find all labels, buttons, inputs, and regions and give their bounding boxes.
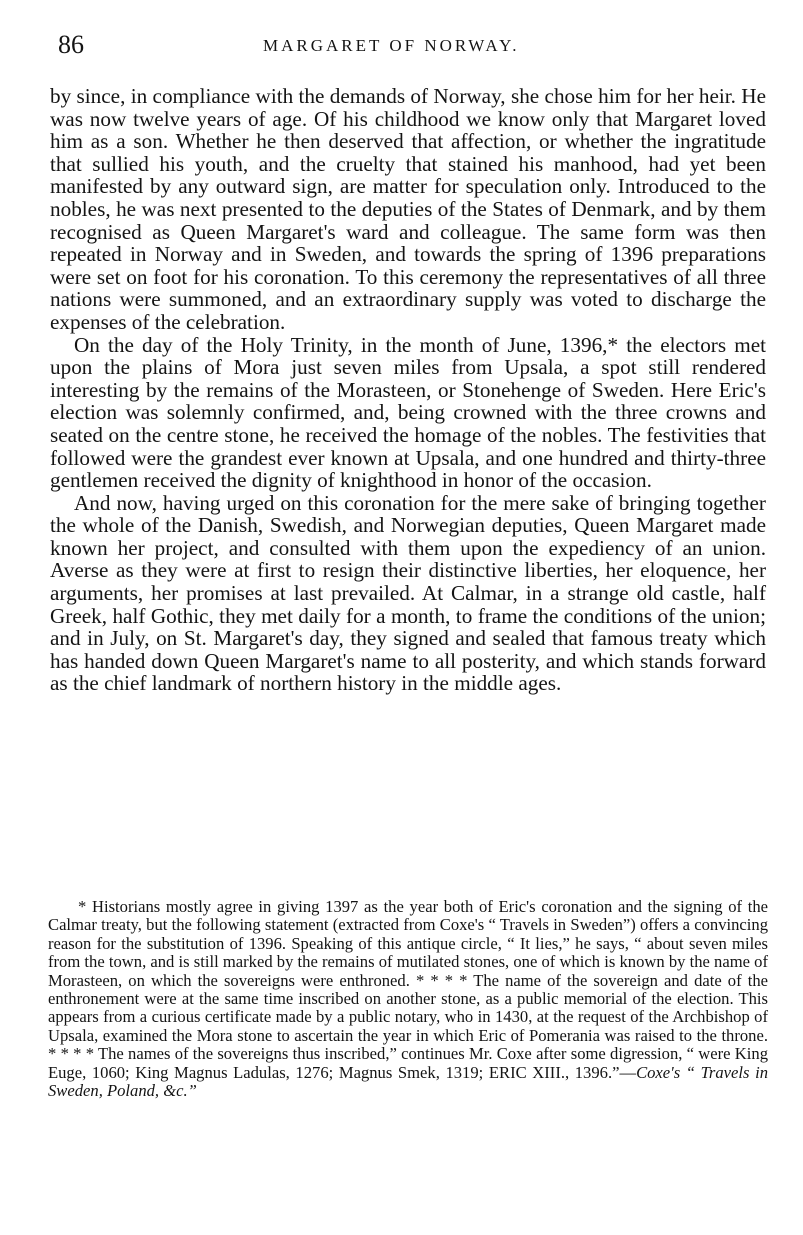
footnote-text: * Historians mostly agree in giving 1397 as the year both of Eric's coronation and the signing of the Calmar treaty, but the following statement (extracted from Coxe's “ Travels in Sweden”) offers a convincing reason for the substitution of 1396. Speaking of this antique circle, “ It lies,” he says, “ about seven miles from the town, and is still marked by the remains of mutilated stones, one of which is known by the name of Morasteen, on which the sovereigns were enthroned. * * * * The name of the sovereign and date of the enthronement were at the same time inscribed on another stone, as a public memorial of the election. This appears from a curious certificate made by a public notary, who in 1430, at the request of the Archbishop of Upsala, examined the Mora stone to ascertain the year in which Eric of Pomerania was raised to the throne. * * * * The names of the sovereigns thus inscribed,” continues Mr. Coxe after some digression, “ were King Euge, 1060; King Magnus Ladulas, 1276; Magnus Smek, 1319; ERIC XIII., 1396.”— bbox=[48, 897, 768, 1082]
page-number: 86 bbox=[58, 30, 84, 59]
page-header bbox=[58, 26, 766, 66]
body-text bbox=[50, 85, 766, 695]
paragraph-3: And now, having urged on this coronation for the mere sake of bringing together the whole of the Danish, Swedish, and Norwegian deputies, Queen Margaret made known her project, and consulted with them upon the expediency of an union. Averse as they were at first to resign their distinctive liberties, her eloquence, her arguments, her promises at last prevailed. At Calmar, in a strange old castle, half Greek, half Gothic, they met daily for a month, to frame the conditions of the union; and in July, on St. Margaret's day, they signed and sealed that famous treaty which has handed down Queen Margaret's name to all posterity, and which stands forward as the chief landmark of northern history in the middle ages. bbox=[50, 490, 766, 696]
paragraph-1: by since, in compliance with the demands of Norway, she chose him for her heir. He was now twelve years of age. Of his childhood we know only that Margaret loved him as a son. Whether he then deserved that affection, or whether the ingratitude that sullied his youth, and the cruelty that stained his manhood, had yet been manifested by any outward sign, are matter for speculation only. Introduced to the nobles, he was next presented to the deputies of the States of Denmark, and by them recognised as Queen Margaret's ward and colleague. The same form was then repeated in Norway and in Sweden, and towards the spring of 1396 preparations were set on foot for his coronation. To this ceremony the representatives of all three nations were summoned, and an extraordinary supply was voted to discharge the expenses of the celebration. bbox=[50, 84, 766, 334]
footnote-citation: Coxe's “ Travels in Sweden, Poland, &c.” bbox=[48, 1062, 768, 1101]
running-title: MARGARET OF NORWAY. bbox=[263, 36, 520, 55]
footnote-paragraph bbox=[48, 898, 768, 1100]
paragraph-2: On the day of the Holy Trinity, in the month of June, 1396,* the electors met upon the plains of Mora just seven miles from Upsala, a spot still rendered interesting by the remains of the Morasteen, or Stonehenge of Sweden. Here Eric's election was solemnly confirmed, and, being crowned with the three crowns and seated on the centre stone, he received the homage of the nobles. The festivities that followed were the grandest ever known at Upsala, and one hundred and thirty-three gentlemen received the dignity of knighthood in honor of the occasion. bbox=[50, 332, 766, 493]
footnote bbox=[48, 898, 768, 1100]
